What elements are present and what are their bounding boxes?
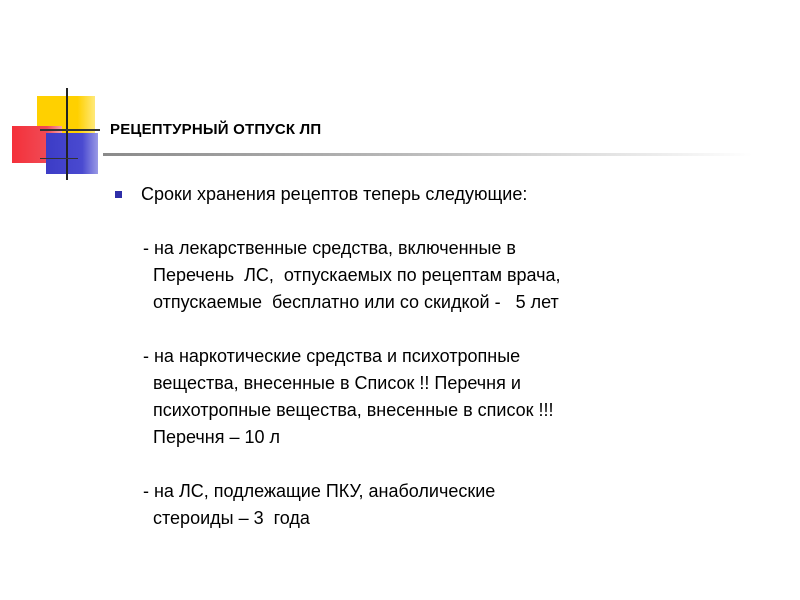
list-item-line: - на лекарственные средства, включенные в: [143, 238, 516, 258]
list-item-line: стероиды – 3 года: [153, 508, 310, 528]
slide-body: [115, 181, 715, 532]
title-underline: [103, 153, 753, 156]
list-item: [143, 235, 715, 316]
lead-text: Сроки хранения рецептов теперь следующие:: [141, 184, 528, 204]
slide-title: РЕЦЕПТУРНЫЙ ОТПУСК ЛП: [110, 121, 322, 138]
vertical-line-decoration: [66, 88, 68, 180]
list-item-line: вещества, внесенные в Список !! Перечня и: [153, 373, 521, 393]
square-bullet-icon: [115, 191, 122, 198]
list-item: [143, 478, 715, 532]
list-item-line: Перечень ЛС, отпускаемых по рецептам врача,: [153, 265, 561, 285]
list-item-line: - на ЛС, подлежащие ПКУ, анаболические: [143, 481, 496, 501]
list-item-line: психотропные вещества, внесенные в список !!!: [153, 400, 554, 420]
list-item: [143, 343, 715, 451]
horizontal-line-decoration: [40, 129, 100, 131]
blue-square-decoration: [46, 133, 98, 174]
list-item-line: Перечня – 10 л: [153, 427, 280, 447]
list-item-line: - на наркотические средства и психотропные: [143, 346, 521, 366]
horizontal-line-decoration-short: [40, 158, 78, 159]
list-item-line: отпускаемые бесплатно или со скидкой - 5 лет: [153, 292, 559, 312]
